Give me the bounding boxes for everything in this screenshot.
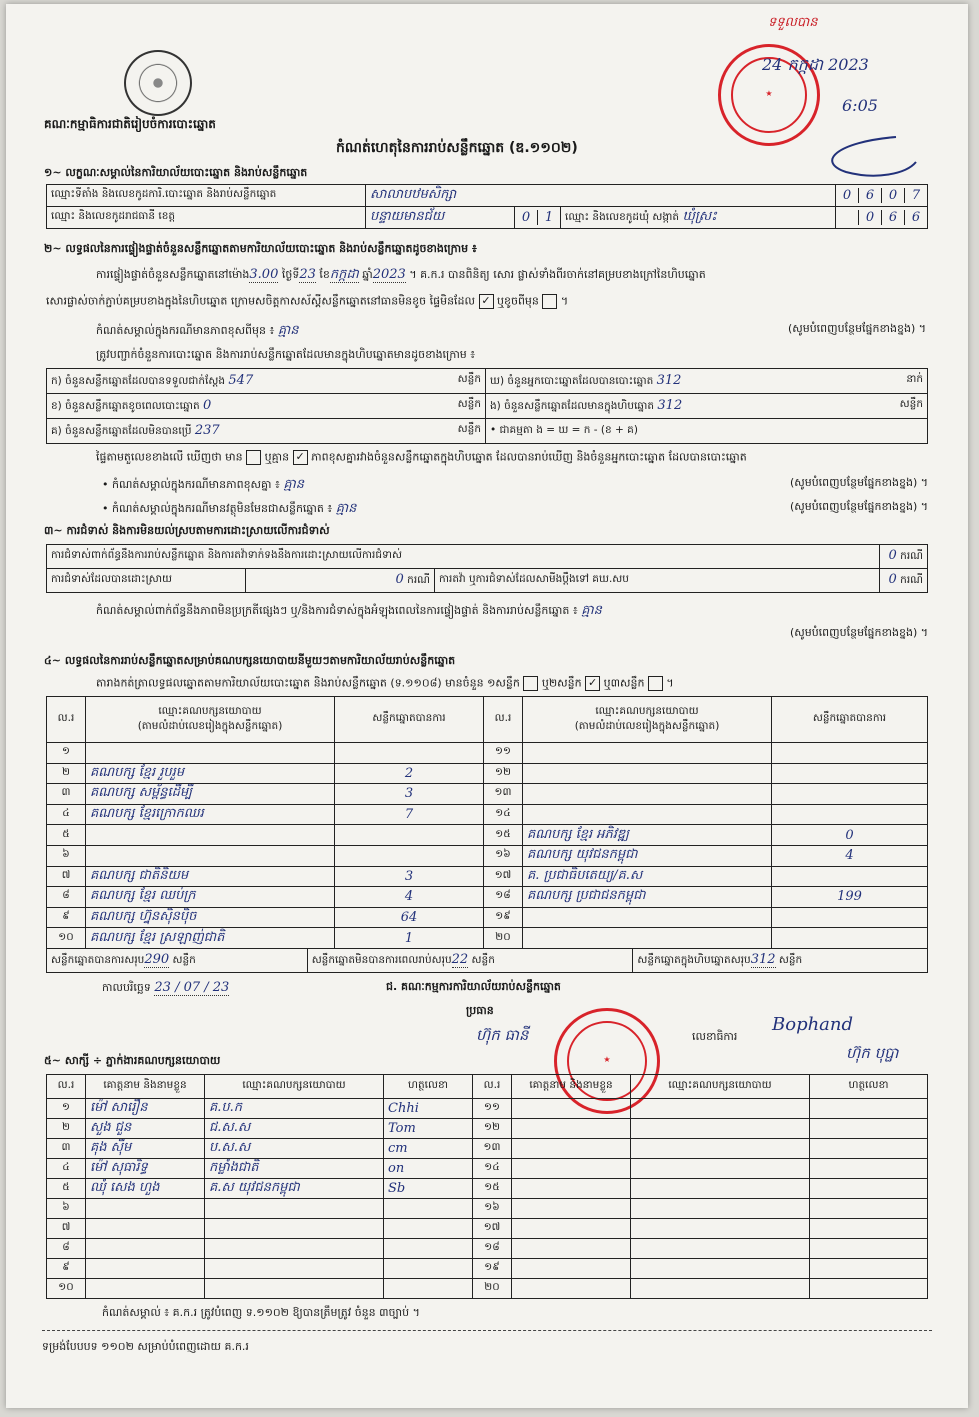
- witness-party: [205, 1219, 384, 1239]
- witness-party: [205, 1199, 384, 1219]
- witness-name: ម៉ៅ សុធារិទ្ធ: [86, 1159, 205, 1179]
- witness-row: [47, 1179, 928, 1199]
- result-party: [523, 907, 772, 928]
- objection-table: ការជំទាស់ពាក់ព័ន្ធនឹងការរាប់សន្លឹកឆ្នោត និងការតវ៉ាទាក់ទងនឹងការដោះស្រាយលើការជំទាស់ 0 ករណី ការជំទាស់ដែលបានដោះស្រាយ 0 ករណី ការតវ៉ា ឬការជំទាស់ដែលសាមីងប្តឹងទៅ គឃ.សប 0 ករណី: [46, 544, 928, 593]
- verify-note: កំណត់សម្គាល់ក្នុងករណីមានភាពខុសពីមុន ៖ គ្មាន (សូមបំពេញបន្ថែមផ្នែកខាងខ្នង) ។: [96, 322, 926, 338]
- total-invalid-value: 22: [451, 952, 469, 967]
- result-votes: [772, 763, 928, 784]
- witness-signature: [810, 1179, 928, 1199]
- witness-party: ប.ស.ស: [205, 1139, 384, 1159]
- witness-party: [205, 1259, 384, 1279]
- committee-label: ជ. គណៈកម្មការការិយាល័យរាប់សន្លឹកឆ្នោត: [386, 980, 561, 993]
- witness-name: [512, 1159, 631, 1179]
- result-party: គណបក្ស ខ្មែរក្រោកឈរ: [86, 804, 335, 825]
- footer-note: ទម្រង់បែបបទ ១១០២ សម្រាប់បំពេញដោយ គ.ក.រ: [42, 1340, 249, 1353]
- intact-checkbox[interactable]: ✓: [479, 294, 494, 309]
- objection-label: ការជំទាស់ពាក់ព័ន្ធនឹងការរាប់សន្លឹកឆ្នោត និងការតវ៉ាទាក់ទងនឹងការដោះស្រាយលើការជំទាស់: [47, 545, 880, 569]
- result-no: ១៦: [484, 845, 523, 866]
- result-votes: [335, 845, 484, 866]
- result-no: ១០: [47, 928, 86, 949]
- witness-no: ៩: [47, 1259, 86, 1279]
- witness-name: [86, 1199, 205, 1219]
- totals-table: សន្លឹកឆ្នោតបានការសរុប290 សន្លឹក សន្លឹកឆ្នោតមិនបានការពេលរាប់សរុប22 សន្លឹក សន្លឹកឆ្នោតក្នុងហិបឆ្នោតសរុប312 សន្លឹក: [46, 948, 928, 973]
- signature-scribble: [806, 132, 926, 182]
- witness-party: [205, 1239, 384, 1259]
- result-party: គណបក្ស សម្ព័ន្ធដើម្បី: [86, 784, 335, 805]
- witness-signature: [810, 1239, 928, 1259]
- section3-title: ៣~ ការជំទាស់ និងការមិនយល់ស្របតាមការដោះស្រាយលើការជំទាស់: [44, 524, 330, 537]
- result-row: [47, 907, 928, 928]
- section5-title: ៥~ សាក្សី ÷ ភ្នាក់ងារគណបក្សនយោបាយ: [44, 1054, 221, 1067]
- result-party: [523, 763, 772, 784]
- chair-signature: ហ៊ុក ធានី: [476, 1026, 529, 1044]
- witness-name: [512, 1099, 631, 1119]
- irregularity-suffix: (សូមបំពេញបន្ថែមផ្នែកខាងខ្នង) ។: [789, 626, 928, 639]
- secretary-name: ហ៊ុក បុប្ផា: [846, 1044, 899, 1062]
- witness-name: [86, 1259, 205, 1279]
- witness-signature: [384, 1259, 473, 1279]
- witness-row: [47, 1139, 928, 1159]
- province-label: ឈ្មោះ និងលេខកូដរាជធានី ខេត្ត: [47, 207, 366, 229]
- witness-signature: [810, 1259, 928, 1279]
- location-label: ឈ្មោះទីតាំង និងលេខកូដការិ.បោះឆ្នោត និងរាប់សន្លឹកឆ្នោត: [47, 185, 366, 207]
- result-party: [86, 743, 335, 764]
- witness-party: [631, 1119, 810, 1139]
- witness-party: [631, 1199, 810, 1219]
- result-no: ១១: [484, 743, 523, 764]
- result-votes: [772, 928, 928, 949]
- one-sheet-checkbox[interactable]: [523, 676, 538, 691]
- result-row: [47, 887, 928, 908]
- footer-divider: [42, 1330, 932, 1331]
- result-votes: [772, 784, 928, 805]
- location-value: សាលាបឋមសិក្សា: [370, 187, 457, 202]
- total-inbox-value: 312: [750, 952, 776, 967]
- result-votes: [335, 743, 484, 764]
- verify-line2: សោរផ្លាស់ចាក់ភ្ជាប់គម្របខាងក្នុងនៃហិបឆ្នោត ក្រោមសចិត្តកាសស័ស្តីសន្លឹកឆ្នោតនៅធានមិនខូច ផ្ទៃមិនដែល ✓ ឬខូចពីមុន ។: [46, 294, 569, 308]
- witness-no: ១៥: [473, 1179, 512, 1199]
- witness-name: [512, 1239, 631, 1259]
- witness-name: ម៉ៅ សារឿន: [86, 1099, 205, 1119]
- result-party: គ. ប្រជាធិបតេយ្យ/គ.ស: [523, 866, 772, 887]
- witness-name: គុង ស៊ីម: [86, 1139, 205, 1159]
- result-row: [47, 845, 928, 866]
- result-party: គណបក្ស ខ្មែរ ស្រឡាញ់ជាតិ: [86, 928, 335, 949]
- result-votes: [772, 866, 928, 887]
- result-votes: [335, 825, 484, 846]
- witness-signature: [810, 1219, 928, 1239]
- witness-no: ១២: [473, 1119, 512, 1139]
- witness-row: [47, 1099, 928, 1119]
- section1-table: [46, 184, 928, 229]
- witness-party: [631, 1179, 810, 1199]
- result-party: [523, 804, 772, 825]
- result-row: [47, 784, 928, 805]
- witness-party: [631, 1159, 810, 1179]
- result-party: [523, 928, 772, 949]
- result-votes: [772, 743, 928, 764]
- count-row: ខ) ចំនួនសន្លឹកឆ្នោតខូចពេលបោះឆ្នោត 0 សន្លឹក ង) ចំនួនសន្លឹកឆ្នោតដែលមានក្នុងហិបឆ្នោត 312 សន្លឹក: [47, 394, 928, 419]
- section1-title: ១~ លក្ខណៈសម្គាល់នៃការិយាល័យបោះឆ្នោត និងរាប់សន្លឹកឆ្នោត: [44, 166, 308, 179]
- witness-no: ៤: [47, 1159, 86, 1179]
- secretary-signature: Bophand: [772, 1014, 854, 1035]
- witness-party: [631, 1259, 810, 1279]
- result-no: ៨: [47, 887, 86, 908]
- two-sheet-checkbox[interactable]: ✓: [585, 676, 600, 691]
- count-row: គ) ចំនួនសន្លឹកឆ្នោតដែលមិនបានប្រើ 237 សន្លឹក • ជាគម្មតា ង = ឃ = ក - (ខ + គ): [47, 419, 928, 444]
- witness-row: [47, 1239, 928, 1259]
- result-row: [47, 825, 928, 846]
- damaged-checkbox[interactable]: [542, 294, 557, 309]
- result-no: ១៧: [484, 866, 523, 887]
- witness-party: កម្លាំងជាតិ: [205, 1159, 384, 1179]
- result-votes: 4: [335, 887, 484, 908]
- result-party: គណបក្ស យុវជនកម្ពុជា: [523, 845, 772, 866]
- result-no: ១៩: [484, 907, 523, 928]
- witness-signature: cm: [384, 1139, 473, 1159]
- commune-label: ឈ្មោះ និងលេខកូដឃុំ សង្កាត់: [565, 211, 680, 223]
- witness-row: [47, 1119, 928, 1139]
- witness-party: [631, 1279, 810, 1299]
- received-date: 24 កក្កដា 2023: [762, 55, 869, 74]
- verify-line1: ការផ្ទៀងផ្ទាត់ចំនួនសន្លឹកឆ្នោតនៅម៉ោង3.00 ថ្ងៃទី23 ខែកក្កដា ឆ្នាំ2023 ។ គ.ក.រ បានពិនិត្យ សោរ ផ្លាស់ទាំងពីរចាក់នៅគម្របខាងក្រៅនៃហិបឆ្នោត: [96, 267, 706, 282]
- result-party: គណបក្ស ហ្វ៊ុនស៊ិនប៉ិច: [86, 907, 335, 928]
- footnote: កំណត់សម្គាល់ ៖ គ.ក.រ ត្រូវបំពេញ ទ.១១០២ ឱ្យបានត្រឹមត្រូវ ចំនួន ៣ច្បាប់ ។: [102, 1306, 420, 1319]
- witness-no: ២: [47, 1119, 86, 1139]
- commune-value: ឃុំស្រះ: [682, 209, 717, 224]
- result-votes: 0: [772, 825, 928, 846]
- witness-row: [47, 1279, 928, 1299]
- witness-no: ១: [47, 1099, 86, 1119]
- result-no: ១៤: [484, 804, 523, 825]
- witness-party: [631, 1139, 810, 1159]
- result-votes: 64: [335, 907, 484, 928]
- result-row: [47, 928, 928, 949]
- witness-name: [512, 1119, 631, 1139]
- chair-label: ប្រធាន: [466, 1004, 494, 1017]
- result-row: [47, 743, 928, 764]
- province-value: បន្ទាយមានជ័យ: [370, 209, 445, 224]
- result-no: ៥: [47, 825, 86, 846]
- count-row: ក) ចំនួនសន្លឹកឆ្នោតដែលបានទទួលជាក់ស្តែង 547 សន្លឹក ឃ) ចំនួនអ្នកបោះឆ្នោតដែលបានបោះឆ្នោត 312 នាក់: [47, 369, 928, 394]
- witness-no: ១៨: [473, 1239, 512, 1259]
- result-votes: 3: [335, 866, 484, 887]
- result-no: ១: [47, 743, 86, 764]
- form-sheet: [6, 4, 968, 1408]
- witness-signature: Sb: [384, 1179, 473, 1199]
- witness-name: ឈុំ សេង ហួង: [86, 1179, 205, 1199]
- witness-party: ជ.ស.ស: [205, 1119, 384, 1139]
- witness-no: ១០: [47, 1279, 86, 1299]
- result-row: [47, 804, 928, 825]
- count-intro: ត្រូវបញ្ជាក់ចំនួនការបោះឆ្នោត និងការរាប់សន្លឹកឆ្នោតដែលមានក្នុងហិបឆ្នោតមានដូចខាងក្រោម ៖: [96, 348, 476, 361]
- witness-table: ល.រ គោត្តនាម និងនាមខ្លួន ឈ្មោះគណបក្សនយោបាយ ហត្ថលេខា ល.រ គោត្តនាម និងនាមខ្លួន ឈ្មោះគណបក្សនយោបាយ ហត្ថលេខា ១ ម៉ៅ សារឿន គ.ប.ក Chhi ១១ ២ សួង ជួន ជ.ស.ស Tom ១២ ៣ គុង ស៊ីម ប.ស.ស cm ១៣ ៤ ម៉ៅ សុធារិទ្ធ កម្លាំងជាតិ on ១៤ ៥ ឈុំ សេង ហួង គ.ស យុវជនកម្ពុជា Sb ១៥ ៦ ១៦ ៧ ១៧ ៨ ១៨ ៩ ១៩ ១០ ២០: [46, 1074, 928, 1299]
- diff-note: • កំណត់សម្គាល់ក្នុងករណីមានភាពខុសគ្នា ៖ គ្មាន (សូមបំពេញបន្ថែមផ្នែកខាងខ្នង) ។: [102, 476, 928, 492]
- witness-signature: [810, 1119, 928, 1139]
- witness-name: [86, 1239, 205, 1259]
- witness-no: ១៤: [473, 1159, 512, 1179]
- result-no: ៣: [47, 784, 86, 805]
- witness-name: [512, 1219, 631, 1239]
- witness-party: [631, 1099, 810, 1119]
- result-party: គណបក្ស ជាតិនិយម: [86, 866, 335, 887]
- witness-signature: [810, 1279, 928, 1299]
- result-no: ២០: [484, 928, 523, 949]
- commune-code: 0 6 6: [836, 207, 928, 229]
- witness-name: [512, 1259, 631, 1279]
- verify-note-value: គ្មាន: [277, 323, 299, 338]
- three-sheet-checkbox[interactable]: [648, 676, 663, 691]
- witness-no: ១៩: [473, 1259, 512, 1279]
- result-row: [47, 763, 928, 784]
- result-party: គណបក្ស ខ្មែរ រួបរួម: [86, 763, 335, 784]
- witness-name: [512, 1179, 631, 1199]
- witness-no: ១៣: [473, 1139, 512, 1159]
- result-votes: 4: [772, 845, 928, 866]
- witness-no: ៣: [47, 1139, 86, 1159]
- resolved-label: ការជំទាស់ដែលបានដោះស្រាយ: [47, 569, 246, 593]
- result-no: ១៣: [484, 784, 523, 805]
- diff-yes-checkbox[interactable]: [246, 450, 261, 465]
- diff-line: ផ្ទៃតាមតួលេខខាងលើ ឃើញថា មាន ឬគ្មាន ✓ ភាពខុសគ្នារវាងចំនួនសន្លឹកឆ្នោតក្នុងហិបឆ្នោត ដែលបានរាប់ឃើញ និងចំនួនអ្នកបោះឆ្នោត ដែលបានបោះឆ្នោត: [96, 450, 747, 464]
- witness-signature: [810, 1099, 928, 1119]
- received-stamp: ★: [718, 44, 820, 146]
- witness-name: [512, 1199, 631, 1219]
- result-party: [86, 825, 335, 846]
- result-votes: 1: [335, 928, 484, 949]
- result-votes: 199: [772, 887, 928, 908]
- result-row: [47, 866, 928, 887]
- diff-no-checkbox[interactable]: ✓: [293, 450, 308, 465]
- witness-signature: [810, 1159, 928, 1179]
- witness-party: [631, 1219, 810, 1239]
- witness-no: ៥: [47, 1179, 86, 1199]
- result-no: ១៥: [484, 825, 523, 846]
- result-no: ១៨: [484, 887, 523, 908]
- witness-row: [47, 1159, 928, 1179]
- received-label: ទទួលបាន: [768, 15, 818, 30]
- result-no: ៤: [47, 804, 86, 825]
- result-votes: 3: [335, 784, 484, 805]
- result-votes: 7: [335, 804, 484, 825]
- appealed-label: ការតវ៉ា ឬការជំទាស់ដែលសាមីងប្តឹងទៅ គឃ.សប: [435, 569, 880, 593]
- foreign-object-note: • កំណត់សម្គាល់ក្នុងករណីមានវត្ថុមិនមែនជាសន្លឹកឆ្នោត ៖ គ្មាន (សូមបំពេញបន្ថែមផ្នែកខាងខ្នង) ។: [102, 500, 928, 516]
- result-party: គណបក្ស ខ្មែរ អភិវឌ្ឍ: [523, 825, 772, 846]
- witness-no: ៧: [47, 1219, 86, 1239]
- witness-party: គ.ប.ក: [205, 1099, 384, 1119]
- witness-name: [86, 1219, 205, 1239]
- witness-no: ១៧: [473, 1219, 512, 1239]
- count-table: [46, 368, 928, 444]
- result-party: [523, 743, 772, 764]
- signing-date: កាលបរិច្ឆេទ 23 / 07 / 23: [102, 980, 230, 995]
- witness-row: [47, 1259, 928, 1279]
- witness-no: ៨: [47, 1239, 86, 1259]
- committee-stamp: ★: [554, 1008, 660, 1114]
- location-code: 0 6 0 7: [836, 185, 928, 207]
- section4-title: ៤~ លទ្ធផលនៃការរាប់សន្លឹកឆ្នោតសម្រាប់គណបក្សនយោបាយនីមួយៗតាមការិយាល័យរាប់សន្លឹកឆ្នោត: [44, 654, 456, 667]
- witness-signature: [384, 1199, 473, 1219]
- form-title: កំណត់ហេតុនៃការរាប់សន្លឹកឆ្នោត (ឌ.១១០២): [336, 140, 578, 156]
- result-party: [523, 784, 772, 805]
- witness-name: [512, 1279, 631, 1299]
- results-table: ល.រ ឈ្មោះគណបក្សនយោបាយ (តាមលំដាប់លេខរៀងក្នុងសន្លឹកឆ្នោត) សន្លឹកឆ្នោតបានការ ល.រ ឈ្មោះគណបក្សនយោបាយ (តាមលំដាប់លេខរៀងក្នុងសន្លឹកឆ្នោត) សន្លឹកឆ្នោតបានការ ១ ១១ ២ គណបក្ស ខ្មែរ រួបរួម 2 ១២ ៣ គណបក្ស សម្ព័ន្ធដើម្បី 3 ១៣ ៤ គណបក្ស ខ្មែរក្រោកឈរ 7 ១៤ ៥ ១៥ គណបក្ស ខ្មែរ អភិវឌ្ឍ 0 ៦ ១៦ គណបក្ស យុវជនកម្ពុជា 4 ៧ គណបក្ស ជាតិនិយម 3 ១៧ គ. ប្រជាធិបតេយ្យ/គ.ស ៨ គណបក្ស ខ្មែរ ឈប់ក្រ 4 ១៨ គណបក្ស ប្រជាជនកម្ពុជា 199 ៩ គណបក្ស ហ្វ៊ុនស៊ិនប៉ិច 64 ១៩ ១០ គណបក្ស ខ្មែរ ស្រឡាញ់ជាតិ 1 ២០: [46, 696, 928, 949]
- irregularity-note: កំណត់សម្គាល់ពាក់ព័ន្ធនឹងភាពមិនប្រក្រតីផ្សេងៗ ឬ/និងការជំទាស់ក្នុងអំឡុងពេលនៃការផ្ទៀងផ្ទាត់ និងការរាប់សន្លឹកឆ្នោត ៖ គ្មាន: [96, 603, 602, 618]
- witness-name: សួង ជួន: [86, 1119, 205, 1139]
- witness-signature: [384, 1279, 473, 1299]
- witness-signature: [810, 1199, 928, 1219]
- witness-signature: Tom: [384, 1119, 473, 1139]
- nec-emblem-icon: [124, 50, 192, 116]
- witness-row: [47, 1199, 928, 1219]
- result-no: ២: [47, 763, 86, 784]
- result-no: ១២: [484, 763, 523, 784]
- secretary-label: លេខាធិការ: [692, 1030, 738, 1043]
- result-party: គណបក្ស ខ្មែរ ឈប់ក្រ: [86, 887, 335, 908]
- result-no: ៦: [47, 845, 86, 866]
- result-no: ៩: [47, 907, 86, 928]
- section2-title: ២~ លទ្ធផលនៃការផ្ទៀងផ្ទាត់ចំនួនសន្លឹកឆ្នោតតាមការិយាល័យបោះឆ្នោត និងរាប់សន្លឹកឆ្នោតដូចខាងក្រោម ៖: [44, 242, 477, 255]
- result-votes: [772, 907, 928, 928]
- section4-sub: តារាងកត់ត្រាលទ្ធផលឆ្នោតតាមការិយាល័យបោះឆ្នោត និងរាប់សន្លឹកឆ្នោត (ទ.១១០៨) មានចំនួន ១សន្លឹក ឬ២សន្លឹក ✓ ឬ៣សន្លឹក ។: [96, 676, 674, 690]
- total-valid-value: 290: [144, 952, 170, 967]
- witness-name: [512, 1139, 631, 1159]
- witness-signature: Chhi: [384, 1099, 473, 1119]
- org-name: គណៈកម្មាធិការជាតិរៀបចំការបោះឆ្នោត: [44, 117, 216, 131]
- witness-party: [631, 1239, 810, 1259]
- result-votes: 2: [335, 763, 484, 784]
- witness-no: ២០: [473, 1279, 512, 1299]
- result-no: ៧: [47, 866, 86, 887]
- received-time: 6:05: [842, 96, 878, 115]
- witness-row: [47, 1219, 928, 1239]
- witness-no: ៦: [47, 1199, 86, 1219]
- witness-name: [86, 1279, 205, 1299]
- province-code: 0 1: [515, 207, 561, 229]
- witness-signature: [810, 1139, 928, 1159]
- witness-party: គ.ស យុវជនកម្ពុជា: [205, 1179, 384, 1199]
- witness-party: [205, 1279, 384, 1299]
- result-party: [86, 845, 335, 866]
- witness-signature: [384, 1219, 473, 1239]
- result-party: គណបក្ស ប្រជាជនកម្ពុជា: [523, 887, 772, 908]
- witness-signature: on: [384, 1159, 473, 1179]
- witness-no: ១៦: [473, 1199, 512, 1219]
- result-votes: [772, 804, 928, 825]
- witness-signature: [384, 1239, 473, 1259]
- witness-no: ១១: [473, 1099, 512, 1119]
